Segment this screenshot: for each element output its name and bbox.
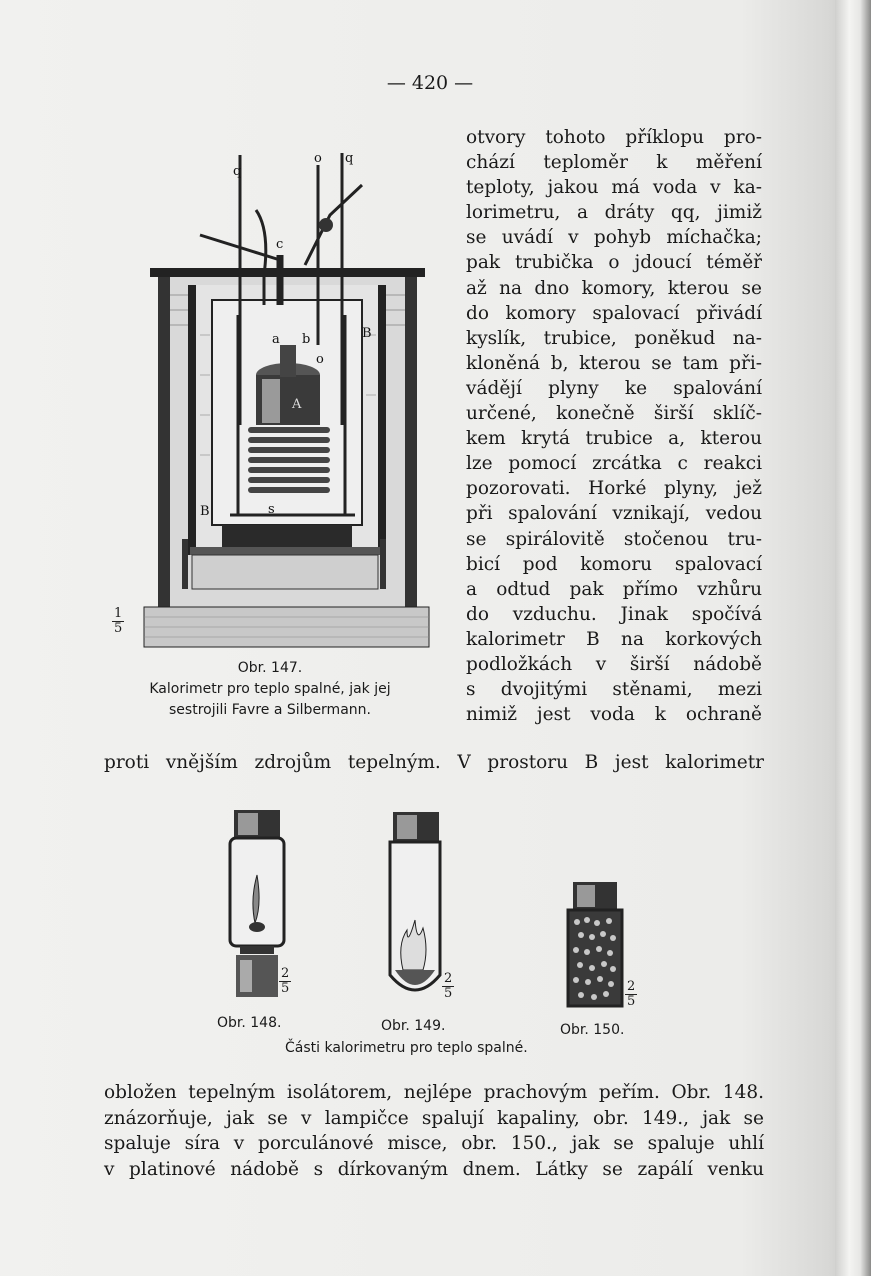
text-line: znázorňuje, jak se v lampičce spalují kapaliny, obr. 149., jak se: [104, 1107, 764, 1129]
label-c: c: [276, 237, 284, 252]
page-number: — 420 —: [386, 72, 474, 94]
text-line: podložkách v širší nádobě: [466, 653, 762, 675]
figure-149-label: Obr. 149.: [381, 1018, 446, 1034]
bottom-paragraph: [104, 1080, 764, 1182]
label-o: o: [316, 352, 324, 367]
text-line: obložen tepelným isolátorem, nejlépe prachovým peřím. Obr. 148.: [104, 1082, 764, 1103]
page-edge: [835, 0, 871, 1276]
label-b: b: [302, 332, 311, 347]
text-line: až na dno komory, kterou se: [466, 277, 762, 299]
full-width-line: [104, 750, 764, 776]
scale-147: 1 5: [114, 606, 123, 636]
text-line: určené, konečně širší sklíč-: [466, 403, 762, 425]
figure-147-caption-line2: sestrojili Favre a Silbermann.: [169, 702, 371, 718]
text-line: teploty, jakou má voda v ka-: [466, 177, 762, 199]
label-o-top: o: [314, 151, 322, 166]
text-line: lorimetru, a dráty qq, jimiž: [466, 202, 762, 224]
text-line: při spalování vznikají, vedou: [466, 503, 762, 525]
right-column-text: [466, 125, 762, 727]
text-line: s dvojitými stěnami, mezi: [466, 679, 762, 701]
coal-vessel-illustration: [565, 880, 625, 1010]
label-B-right: B: [362, 326, 372, 341]
text-line: vádějí plyny ke spalování: [466, 377, 762, 399]
label-A: A: [292, 397, 302, 412]
text-line: spaluje síra v porculánové misce, obr. 150., jak se spaluje uhlí: [104, 1133, 764, 1154]
scale-149: 2 5: [444, 971, 453, 1001]
label-q-right: q: [345, 151, 354, 166]
text-line: nimiž jest voda k ochraně: [466, 704, 762, 726]
text-line: kem krytá trubice a, kterou: [466, 428, 762, 450]
text-line: pak trubička o jdoucí téměř: [466, 252, 762, 274]
text-line: pozorovati. Horké plyny, jež: [466, 478, 762, 500]
scale-150: 2 5: [627, 979, 636, 1009]
calorimeter-illustration: [130, 135, 440, 655]
text-line: proti vnějším zdrojům tepelným. V prostoru B jest kalorimetr: [104, 752, 764, 773]
text-line: a odtud pak přímo vzhůru: [466, 578, 762, 600]
text-line: do komory spalovací přivádí: [466, 302, 762, 324]
figure-148-label: Obr. 148.: [217, 1015, 282, 1031]
text-line: kalorimetr B na korkových: [466, 628, 762, 650]
text-line: se spirálovitě stočenou tru-: [466, 528, 762, 550]
text-line: kyslík, trubice, poněkud na-: [466, 327, 762, 349]
text-line: se uvádí v pohyb míchačka;: [466, 227, 762, 249]
text-line: bicí pod komoru spalovací: [466, 553, 762, 575]
text-line: chází teploměr k měření: [466, 152, 762, 174]
sulfur-dish-illustration: [385, 810, 445, 1010]
figure-147-caption-line1: Kalorimetr pro teplo spalné, jak jej: [149, 681, 391, 697]
label-a: a: [272, 332, 280, 347]
label-B-left: B: [200, 504, 210, 519]
text-line: kloněná b, kterou se tam při-: [466, 352, 762, 374]
figure-150-label: Obr. 150.: [560, 1022, 625, 1038]
figures-group-caption: Části kalorimetru pro teplo spalné.: [285, 1040, 528, 1056]
text-line: otvory tohoto příklopu pro-: [466, 127, 762, 148]
label-q-left: q: [233, 164, 242, 179]
figure-147-caption: [110, 658, 430, 721]
text-line: v platinové nádobě s dírkovaným dnem. Látky se zapálí venku: [104, 1158, 764, 1180]
text-line: do vzduchu. Jinak spočívá: [466, 603, 762, 625]
text-line: lze pomocí zrcátka c reakci: [466, 453, 762, 475]
figure-147-title: Obr. 147.: [237, 660, 303, 676]
scale-148: 2 5: [281, 966, 290, 996]
label-s: s: [268, 502, 275, 517]
